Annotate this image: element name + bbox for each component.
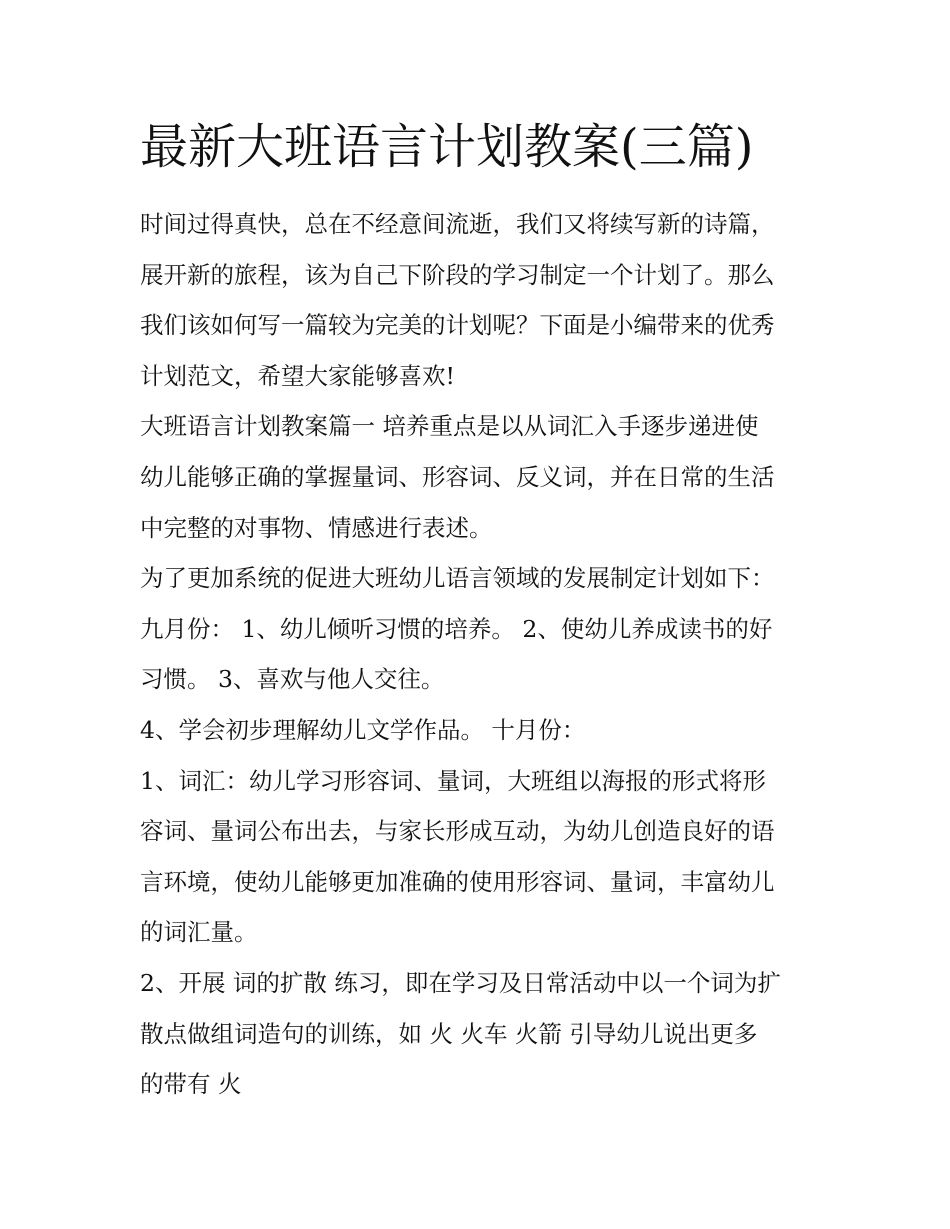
text-line: 习惯。 3、喜欢与他人交往。 — [140, 665, 445, 694]
text-line: 大班语言计划教案篇一 培养重点是以从词汇入手逐步递进使 — [140, 412, 759, 441]
text-line: 容词、量词公布出去，与家长形成互动，为幼儿创造良好的语 — [140, 817, 775, 846]
text-line: 言环境，使幼儿能够更加准确的使用形容词、量词，丰富幼儿 — [140, 867, 775, 896]
text-line: 中完整的对事物、情感进行表述。 — [140, 513, 493, 542]
text-line: 我们该如何写一篇较为完美的计划呢？下面是小编带来的优秀 — [140, 311, 775, 340]
text-line: 4、学会初步理解幼儿文学作品。 十月份： — [140, 715, 586, 744]
text-line: 展开新的旅程，该为自己下阶段的学习制定一个计划了。那么 — [140, 260, 775, 289]
document-title: 最新大班语言计划教案(三篇) — [140, 119, 754, 175]
text-line: 的词汇量。 — [140, 918, 258, 947]
text-line: 2、开展 词的扩散 练习，即在学习及日常活动中以一个词为扩 — [140, 968, 781, 997]
text-line: 1、词汇：幼儿学习形容词、量词，大班组以海报的形式将形 — [140, 766, 766, 795]
text-line: 幼儿能够正确的掌握量词、形容词、反义词，并在日常的生活 — [140, 462, 775, 491]
text-line: 时间过得真快，总在不经意间流逝，我们又将续写新的诗篇， — [140, 210, 775, 238]
document-body — [140, 199, 820, 1110]
text-line: 为了更加系统的促进大班幼儿语言领域的发展制定计划如下： — [140, 564, 775, 593]
text-line: 的带有 火 — [140, 1070, 242, 1099]
text-line: 九月份： 1、幼儿倾听习惯的培养。 2、使幼儿养成读书的好 — [140, 614, 773, 643]
text-line: 散点做组词造句的训练，如 火 火车 火箭 引导幼儿说出更多 — [140, 1019, 758, 1048]
text-line: 计划范文，希望大家能够喜欢! — [140, 361, 455, 390]
